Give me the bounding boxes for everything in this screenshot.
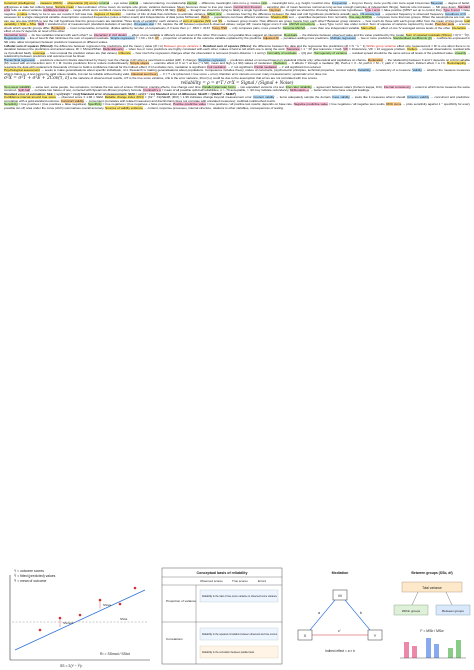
rel-row-0: Proportion of variance — [166, 599, 197, 603]
anova-title: Between groups (SSb, df) — [411, 571, 453, 575]
med-path-c: c′ — [338, 629, 341, 633]
paragraph-3-run-1: : the difference between regression line predictions and the mean y value (df = k) — [52, 43, 164, 48]
paragraph-2-run-17: → two or more predictors. — [356, 36, 394, 41]
paragraph-2-run-4: Residuals — [284, 32, 298, 37]
paragraph-2-run-2: interaction in 2x2 design — [93, 32, 127, 37]
paragraph-1-run-9: → natural ordering, no relationship — [138, 1, 187, 5]
paragraph-1-run-1: → — [35, 1, 41, 5]
formula-errors: Standard error of estimation: SEE = sy√(rxx(1 − rxx)) Standard error of measurement: SEM = sx√(1 − rxx) Standard error of difference: SEdiff = √(SEM1² + SEM2²) — [4, 91, 237, 96]
paragraph-6-run-5: → agreement between raters (Cohen's kappa, ICC). — [311, 84, 384, 89]
rel-row-2: Reliability is the ratio of true score variance to observed score variance — [202, 595, 277, 598]
reg-label-0: Y = outcome scores — [14, 569, 44, 573]
med-note: Indirect effect = a × b — [325, 649, 355, 653]
paragraph-6-run-7: → extent to which items measure the same construct. — [4, 84, 470, 93]
paragraph-1-run-39: → measures how big the difference between the data and null hypothesis predictions actually were. — [221, 11, 361, 16]
reg-label-4: SSres — [103, 603, 112, 607]
paragraph-1-run-10: interval — [186, 1, 197, 5]
paragraph-1-run-30: Type I error — [364, 8, 381, 13]
paragraph-1-run-59: = X2, capture the diff between expected & observed values. Larger diff, means bigger one's F stat. — [153, 22, 289, 27]
paragraph-1-run-28: Neyman — [269, 8, 281, 13]
paragraph-4-run-7: → examine effect of X on Y at low (−1 SD), mean and high (+1 SD) values of moderator. — [149, 61, 274, 66]
paragraph-1-run-44: Welch — [200, 15, 210, 20]
paragraph-7-run-11: → convergent (correlates with related measures) and discriminant (does not correlate with unrelated measures); multitrait-multimethod matrix. — [83, 98, 276, 103]
paragraph-3-run-17: → how unusual the predictor values are (hat values). — [45, 50, 119, 55]
rel-row-4: Reliability is the correlation between parallel tests — [202, 651, 255, 654]
paragraph-1-run-18: Sample mean — [55, 4, 75, 9]
paragraph-5-run-6: Classical test theory — [130, 71, 158, 76]
paragraph-5-run-2: Reliability — [357, 68, 371, 73]
paragraph-3-run-10: Tolerance — [286, 47, 300, 52]
paragraph-2-run-18: Standardised coefficients (β) — [393, 36, 432, 41]
mediation-diagram — [298, 571, 382, 653]
paragraph-8-run-5: = true positives / all positive test results; depends on base rate. — [205, 102, 294, 107]
paragraph-1-run-26: Fisher — [177, 8, 186, 13]
paragraph-1-run-58: chi-square stat — [133, 22, 154, 27]
paragraph-1-run-65: → most conservative correction, divides alpha by number of comparisons, if 3 tests then p < .05/3 = .0167. — [65, 25, 212, 30]
diagrams-strip — [0, 560, 474, 670]
paragraph-2-run-12: R² — [155, 36, 159, 41]
paragraph-3-run-9: → when two or more predictors are highly correlated with each other, makes it hard to tell which one is doing the work. — [123, 47, 287, 52]
med-path-a: a — [318, 611, 320, 615]
paragraph-4-run-13: → c′ not significant. — [226, 64, 255, 69]
reg-label-1: Ŷ = fitted (predicted) values — [14, 574, 56, 578]
paragraph-4-run-5: → the relationship between X and Y depends on a third variable (M); tested with an interaction term X × M. Centre predictors first to reduce multicollinearity. — [4, 57, 470, 66]
paragraph-1-run-46: Shapiro-Wilk — [270, 15, 288, 20]
paragraph-7-run-10: Construct validity — [60, 98, 84, 103]
rel-header-0: Observed scores — [200, 579, 223, 583]
paragraph-1-run-13: → meaningful zero, e.g. height / reaction time. — [267, 1, 332, 5]
paragraph-7-run-4: Content validity — [253, 95, 275, 100]
paragraph-5-run-3: → consistency of a measure. — [370, 68, 413, 73]
paragraph-3-run-4: Residual sum of squares (SSres) — [202, 43, 251, 48]
paragraph-4-run-10: Bootstrapping — [447, 61, 466, 66]
paragraph-1-run-27: → thought we should be trying to falsify a single hypothesis. — [185, 8, 270, 13]
paragraph-1-run-68: Factorial ANOVA — [282, 25, 306, 30]
paragraph-6-run-4: Inter-rater reliability — [285, 84, 312, 89]
paragraph-7-run-9: → concurrent and predictive; correlation with a gold-standard outcome. — [4, 95, 470, 103]
paragraph-3-run-20: Normality of residuals — [267, 50, 297, 55]
paragraph-3 — [4, 45, 470, 59]
paragraph-8-run-3: = true negatives / (true negatives + false positives). — [101, 102, 174, 107]
med-path-b: b — [360, 611, 362, 615]
paragraph-8 — [4, 103, 470, 110]
paragraph-1-run-15: → long run theory, more you flip coin more equal it becomes — [347, 1, 431, 5]
paragraph-2-run-16: Multiple regression — [330, 36, 357, 41]
paragraph-2-run-6: Sum of squared residuals (SSres) — [405, 32, 452, 37]
anova-label-1: Within groups — [401, 609, 421, 613]
paragraph-1-run-2: measure (WAIS) — [40, 1, 63, 5]
paragraph-1-run-56: SEM — [37, 22, 45, 27]
paragraph-1-run-12: ratio — [261, 1, 268, 5]
reg-label-6: SStot — [120, 617, 128, 621]
med-node-y: Y — [373, 633, 377, 638]
paragraph-1-run-23: tells us about variance — [10, 8, 43, 13]
paragraph-3-run-21: → QQ plot. — [296, 50, 314, 55]
paragraph-8-run-7: = true negatives / all negative test results. — [327, 102, 387, 107]
paragraph-8-run-9: → plots sensitivity against 1 − specificity for every possible cut-off; area under the curve (AUC) summarises overall accuracy. — [4, 102, 470, 110]
paragraph-8-run-11: → content, response processes, internal structure, relations to other variables, consequences of testing. — [142, 105, 284, 110]
paragraph-4-run-15: → c′ still significant but reduced. — [277, 64, 322, 69]
paragraph-1-run-45: → populations can have different variances. — [209, 15, 271, 20]
paragraph-1-run-29: → thought we should be choosing between two hypotheses. — [280, 8, 365, 13]
paragraph-6-run-2: Parallel (alternate) forms — [202, 84, 236, 89]
paragraph-6-run-11: = mean of all possible split-half reliabilities; α > .70 acceptable, > .90 may indicate redundancy. — [160, 88, 290, 93]
paragraph-1-run-61: → keep Type I error rate under control. Sum of squares of variance captured by model. — [314, 22, 435, 27]
paragraph-2-run-9: → line of best fit that minimises the sum of squared residuals. — [25, 36, 111, 41]
paragraph-1-run-35: is likely to be to see our results if null was true. — [27, 11, 95, 16]
paragraph-1-run-32: Type II error — [443, 8, 460, 13]
paragraph-5-run-7: → X = T + E (observed = true score + error). Random error cancels out over many measurements; systematic error does not. — [157, 71, 328, 76]
paragraph-1-run-64: Bonferroni — [51, 25, 66, 30]
formula-variance: σ²X = σ²T + σ²E + 2Cov(τ, ε) — [4, 76, 70, 82]
paragraph-5-run-1: → seeks to make generalisations about specific individuals, n=1. Research is making generalisations about populations. Competence includes theory, nature of constructs, psychometric principles, technical properties, context validity. — [39, 68, 358, 73]
paragraph-1-run-37: → number of bits of data that contribute to estimate variance. — [121, 11, 208, 16]
paragraph-1-run-55: . — [35, 22, 38, 27]
paragraph-1-run-66: Tukey HSD — [211, 25, 228, 30]
paragraph-2-run-1: → do two variables interact with each other? i.e. — [26, 32, 94, 37]
paragraph-2-run-11: Ŷ = b0 + b1X. — [134, 36, 156, 41]
paragraph-1-run-47: test → quantifies departures from normality. — [287, 15, 349, 20]
paragraph-1-run-24: confidence interval — [42, 8, 69, 13]
paragraph-8-run-1: = true positives / (true positives + false negatives). — [17, 102, 88, 107]
reg-label-5: SSmod — [63, 621, 73, 625]
paragraph-8-run-4: Positive predictive value — [173, 102, 206, 107]
anova-label-3: F = MSb / MSw — [420, 629, 444, 633]
formula-reliability: reliability = ρ = σ²T / σ²X = Signal / (Signal + Noise) — [180, 80, 294, 86]
paragraph-7-run-8: Criterion validity — [407, 95, 430, 100]
paragraph-2-run-10: Simple regression — [110, 36, 135, 41]
paragraph-1-run-51: and — [211, 18, 219, 23]
paragraph-7-run-2: Reliable change index (RCI) — [104, 95, 144, 100]
paragraph-7-run-5: → items adequately sample the domain. — [274, 95, 333, 100]
paragraph-1-run-49: → compares more than two groups. When the assumptions are met, we can use one-way ANOVA to test the null hypothesis that the group means are identical. Three kinds of variability: each variance of — [4, 15, 470, 23]
paragraph-1-run-7: → eye colour — [109, 1, 130, 5]
paragraph-1-run-8: ordinal — [129, 1, 139, 5]
paragraph-4-run-8: Mediation — [273, 61, 287, 66]
paragraph-1-run-60: ANOVA corrections — [288, 22, 315, 27]
paragraph-2-run-5: → the distance between observed value and the value predicted by the model. — [297, 32, 406, 37]
paragraph-1 — [4, 2, 470, 34]
paragraph-2-run-7: = Σ(Yi − Ŷi)². — [451, 32, 470, 37]
paragraph-3-run-22: Homogeneity of variance — [313, 50, 348, 55]
reg-label-3: SS = Σ(Y − Ŷ)² — [60, 664, 83, 668]
paragraph-4-run-11: → resample the data with replacement thousands of times to build a confidence interval for the indirect effect; if CI excludes zero, mediation is significant. — [4, 61, 470, 69]
paragraph-6-run-12: McDonald's ω — [289, 88, 310, 93]
anova-label-2: Between groups — [442, 609, 464, 613]
paragraph-1-run-20: Central limit theorem — [233, 4, 262, 9]
paragraph-1-run-38: Effect size — [207, 11, 222, 16]
paragraph-8-run-8: ROC curve — [386, 102, 402, 107]
paragraph-1-run-73: → effect of one IV depends on level of the other. — [4, 25, 470, 34]
paragraph-1-run-11: → difference meaningful, ratio not e.g. Celsius — [196, 1, 262, 5]
paragraph-6-run-3: → two equivalent versions of a test. — [235, 84, 286, 89]
paragraph-1-run-17: → degree of belief, willingness to take bet reflects belief. — [4, 1, 470, 9]
paragraph-1-run-52: SS — [218, 18, 223, 23]
paragraph-3-run-8: Multicollinearity — [102, 47, 124, 52]
paragraph-1-run-41: → expected frequency is observed frequency. — [380, 11, 446, 16]
paragraph-1-run-22: Standard error — [4, 4, 470, 13]
paragraph-3-run-18: Influence — [118, 50, 131, 55]
paragraph-7-run-1: → observed score ± 1.96 × SEM. — [55, 95, 105, 100]
paragraph-1-run-43: → assesses for a single categorical variable. Assumptions: expected frequencies (solve w fisher exact) and independence of data (solve McNamar). — [4, 11, 471, 20]
paragraph-3-run-7: effect size measurement = R² is one when there is no deviation between the predictions and actual values. R² = SSmod/SStot. — [4, 43, 470, 52]
rel-row-3: Reliability is the squared correlation between observed and true scores — [202, 633, 278, 636]
paragraph-2-run-3: → effect of one variable is different at each level of the other. Plot means; non-parallel lines suggest an interaction. — [126, 32, 284, 37]
paragraph-6-run-9: → correlate two halves of test, corrected with Spearman–Brown prophecy formula. — [29, 88, 143, 93]
paragraph-1-run-71: → effect of one IV averaged across levels of the other. — [375, 25, 452, 30]
paragraph-2-run-13: → proportion of variance in the outcome variable explained by the predictor. — [158, 36, 263, 41]
paragraph-1-run-50: sum of squares (SS) — [182, 18, 212, 23]
paragraph-4-run-12: Full mediation — [207, 64, 227, 69]
paragraph-5-run-0: Psychological assessment — [4, 68, 40, 73]
paragraph-1-run-0: Construct (intelligence) — [4, 1, 36, 5]
rel-header-2: Errors — [258, 579, 267, 583]
paragraph-7-run-0: Confidence interval around true score — [4, 95, 56, 100]
reliability-concept-diagram — [162, 568, 282, 664]
paragraph-4-run-2: Stepwise regression — [198, 57, 226, 62]
paragraph-4-run-9: → X affects Y through a mediator (M). Path a = X→M, path b = M→Y, path c′ = direct effect. Indirect effect = a × b. — [286, 61, 448, 66]
paragraph-1-run-3: → — [62, 1, 68, 5]
paragraph-3-run-5: : the difference between the data and the regression line predictions (df = N − k − 1) — [250, 43, 367, 48]
paragraph-2-run-14: Adjusted R² — [262, 36, 279, 41]
paragraph-4-run-1: → predictors entered in blocks determined by theory; test the change in R² when a new block is added (ΔR², F change). — [35, 57, 199, 62]
reg-label-7: R² = SSmod / SStot — [100, 652, 130, 656]
paragraph-6-run-6: Internal consistency — [383, 84, 411, 89]
paragraph-3-run-19: → how much the regression changes when the observation is removed (Cook's distance > 1 worry). — [130, 50, 268, 55]
paragraph-3-run-11: = 1 − R² (low tolerance = bad). — [299, 47, 344, 52]
formula-variance-note: is the variance of observed test results, σ²T is the true score variance, σ²E is the error variance, 2Cov(τ,ε) could be due to the assumption that errors are not correlated with true scores. — [70, 76, 318, 81]
paragraph-3-run-24: Linearity — [454, 50, 467, 55]
paragraph-1-run-48: One-way ANOVA — [348, 15, 372, 20]
paragraph-8-run-10: Sources of validity evidence — [105, 105, 143, 110]
reg-label-2: Ȳ = mean of outcome — [14, 579, 47, 583]
paragraph-5-run-5: → whether the measure measures what it claims to. A test cannot be valid unless reliable, but can be reliable without being valid. — [4, 68, 471, 76]
paragraph-3-run-12: VIF — [343, 47, 348, 52]
paragraph-1-run-42: Goodness of fit — [445, 11, 466, 16]
paragraph-3-run-6: Within group variance — [366, 43, 397, 48]
paragraph-1-run-6: nominal — [98, 1, 110, 5]
paragraph-1-run-14: Frequentist — [331, 1, 348, 5]
paragraph-4-run-6: Simple slopes — [130, 61, 150, 66]
notes-body — [4, 2, 470, 110]
paragraph-1-run-25: → range which we're confident covers the mean (probability of 95%(1.96 SE)). — [68, 8, 178, 13]
paragraph-1-run-67: → only compares pairs; more powerful. — [227, 25, 283, 30]
paragraph-1-run-57: = standard error of measurement (standard deviation of sample). — [44, 22, 134, 27]
paragraph-3-run-23: → residual spread should be the same across all levels of the predicted value. — [347, 50, 455, 55]
paragraph-1-run-21: → sampling dist. of mean becomes normal as long as few enough (samples of independent things). Sample size increases → SD goes down. — [261, 4, 458, 9]
rel-row-1: Correlations — [166, 637, 183, 641]
paragraph-1-run-33: = false negative. — [4, 8, 470, 16]
med-node-m: M — [338, 593, 342, 598]
paragraph-4-run-3: → predictors added or removed based on statistical criteria only; atheoretical and capitalises on chance. — [225, 57, 368, 62]
paragraph-2-run-15: → penalises adding more predictors. — [278, 36, 331, 41]
paragraph-8-run-2: Specificity — [87, 102, 102, 107]
regression-diagram — [10, 569, 150, 668]
paragraph-3-run-16: Leverage — [32, 50, 46, 55]
paragraph-3-run-25: → relationship between predictors and outcome must be linear. — [4, 50, 471, 59]
paragraph-7-run-7: → looks like it measures what it should. — [349, 95, 408, 100]
paragraph-1-run-53: → between group means. How different are group means from each other? Between group variance → how much do those with each group differ from the mean of that group. — [222, 18, 465, 23]
paragraph-7-run-3: = (X2 − X1)/SEdiff; |RCI| > 1.96 indicates change beyond measurement error. — [143, 95, 254, 100]
paragraph-2-run-0: Interaction terms — [4, 32, 27, 37]
paragraph-4-run-14: Partial mediation — [254, 64, 278, 69]
paragraph-2-run-19: → coefficients expressed in SD units, allow comparison between predictors measured on different scales. — [4, 36, 470, 45]
paragraph-4-run-0: Hierarchical regression — [4, 57, 36, 62]
paragraph-6-run-10: Cronbach's α — [142, 88, 161, 93]
paragraph-3-run-2: Between groups variance 2. — [163, 43, 202, 48]
paragraph-1-run-16: Bayesian — [430, 1, 444, 5]
paragraph-1-run-70: Main effect — [361, 25, 376, 30]
reliability-title: Conceptual basis of reliability — [196, 571, 248, 575]
paragraph-6-run-8: Split-half — [18, 88, 30, 93]
paragraph-1-run-36: degrees of freedom — [94, 11, 122, 16]
anova-label-0: Total variance — [422, 586, 442, 590]
paragraph-1-run-34: p-value — [17, 11, 28, 16]
paragraph-3-run-14: Outliers — [406, 47, 418, 52]
paragraph-3-run-0: 1.Model sum of squares (SSmod) — [4, 43, 53, 48]
paragraph-1-run-4: observation (IQ score) — [67, 1, 98, 5]
paragraph-1-run-62: Post-hoc tests — [434, 22, 455, 27]
rel-header-1: True scores — [232, 579, 248, 583]
anova-partition-diagram — [394, 571, 470, 658]
paragraph-8-run-0: Sensitivity — [4, 102, 18, 107]
paragraph-1-run-69: → more than one independent variable. — [305, 25, 362, 30]
paragraph-1-run-72: Interaction — [451, 25, 467, 30]
paragraph-1-run-19: = best estimator of true mean. As sample size grows, variance decreases. Mean becomes closer to true pop mean. — [74, 4, 234, 9]
paragraph-2-run-8: Regression line — [4, 36, 26, 41]
paragraph-8-run-6: Negative predictive value — [293, 102, 328, 107]
paragraph-1-run-54: total variability = SSb + SSw — [4, 18, 471, 27]
paragraph-3-run-13: = 1/tolerance, VIF > 10 suggests problem. — [347, 47, 407, 52]
paragraph-6-run-0: Test-retest reliability — [4, 84, 31, 89]
paragraph-1-run-31: = false positive (NHST set up to control this). — [380, 8, 444, 13]
paragraph-1-run-63: → a test to check which specific groups differ. — [4, 22, 471, 30]
paragraph-1-run-40: chi-square test — [360, 11, 381, 16]
mediation-title: Mediation — [331, 571, 349, 575]
paragraph-5-run-4: Validity — [412, 68, 422, 73]
paragraph-7-run-6: Face validity — [332, 95, 350, 100]
paragraph-3-run-15: → unusual observations; residual tells us if predicted badly. — [4, 47, 471, 55]
med-node-x: X — [303, 633, 307, 638]
paragraph-6-run-13: → better when items have unequal loadings. — [309, 88, 371, 93]
paragraph-6-run-1: → same test, same people, two occasions; correlate the two sets of scores. Problems: practice effects, true change over time. — [30, 84, 203, 89]
paragraph-4-run-4: Moderation — [367, 57, 383, 62]
